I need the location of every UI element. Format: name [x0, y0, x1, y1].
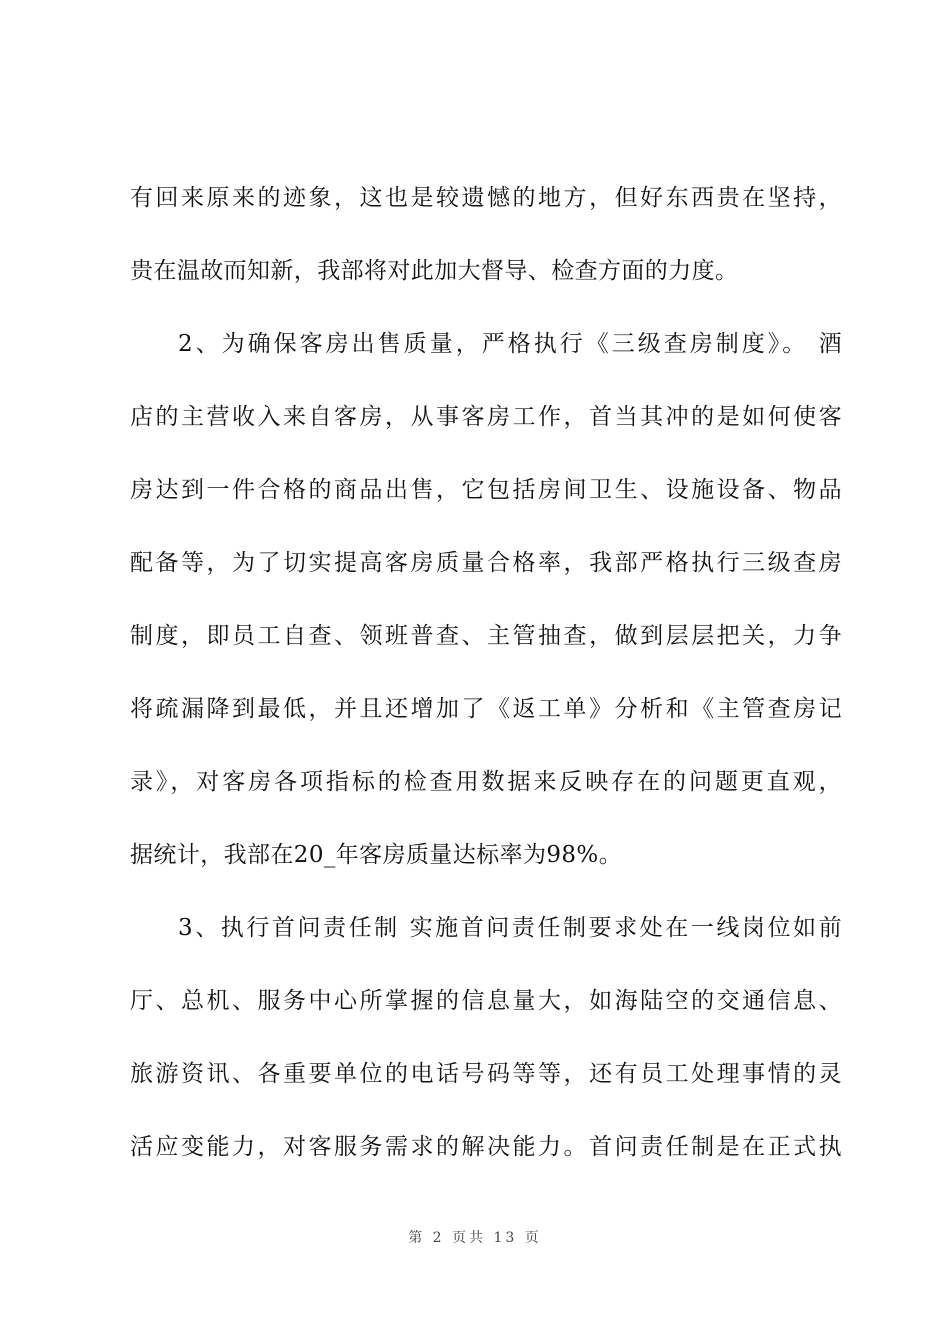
page-number-footer: 第 2 页共 13 页: [408, 1230, 542, 1246]
text-line-5: 房达到一件合格的商品出售，它包括房间卫生、设施设备、物品: [130, 477, 842, 503]
text-line-14: 活应变能力，对客服务需求的解决能力。首问责任制是在正式执: [130, 1134, 842, 1160]
text-line-13: 旅游资讯、各重要单位的电话号码等等，还有员工处理事情的灵: [130, 1061, 842, 1087]
text-line-3: 2、为确保客房出售质量，严格执行《三级查房制度》。 酒: [178, 331, 842, 357]
text-line-9: 录》，对客房各项指标的检查用数据来反映存在的问题更直观，: [130, 769, 842, 795]
text-line-10: 据统计，我部在20_年客房质量达标率为98%。: [130, 842, 623, 868]
text-line-1: 有回来原来的迹象，这也是较遗憾的地方，但好东西贵在坚持，: [130, 185, 842, 211]
text-line-2: 贵在温故而知新，我部将对此加大督导、检查方面的力度。: [130, 258, 739, 284]
text-line-11: 3、执行首问责任制 实施首问责任制要求处在一线岗位如前: [178, 915, 842, 941]
text-line-8: 将疏漏降到最低，并且还增加了《返工单》分析和《主管查房记: [130, 696, 842, 722]
text-line-12: 厅、总机、服务中心所掌握的信息量大，如海陆空的交通信息、: [130, 988, 842, 1014]
text-line-4: 店的主营收入来自客房，从事客房工作，首当其冲的是如何使客: [130, 404, 842, 430]
text-line-6: 配备等，为了切实提高客房质量合格率，我部严格执行三级查房: [130, 550, 842, 576]
text-line-7: 制度，即员工自查、领班普查、主管抽查，做到层层把关，力争: [130, 623, 842, 649]
